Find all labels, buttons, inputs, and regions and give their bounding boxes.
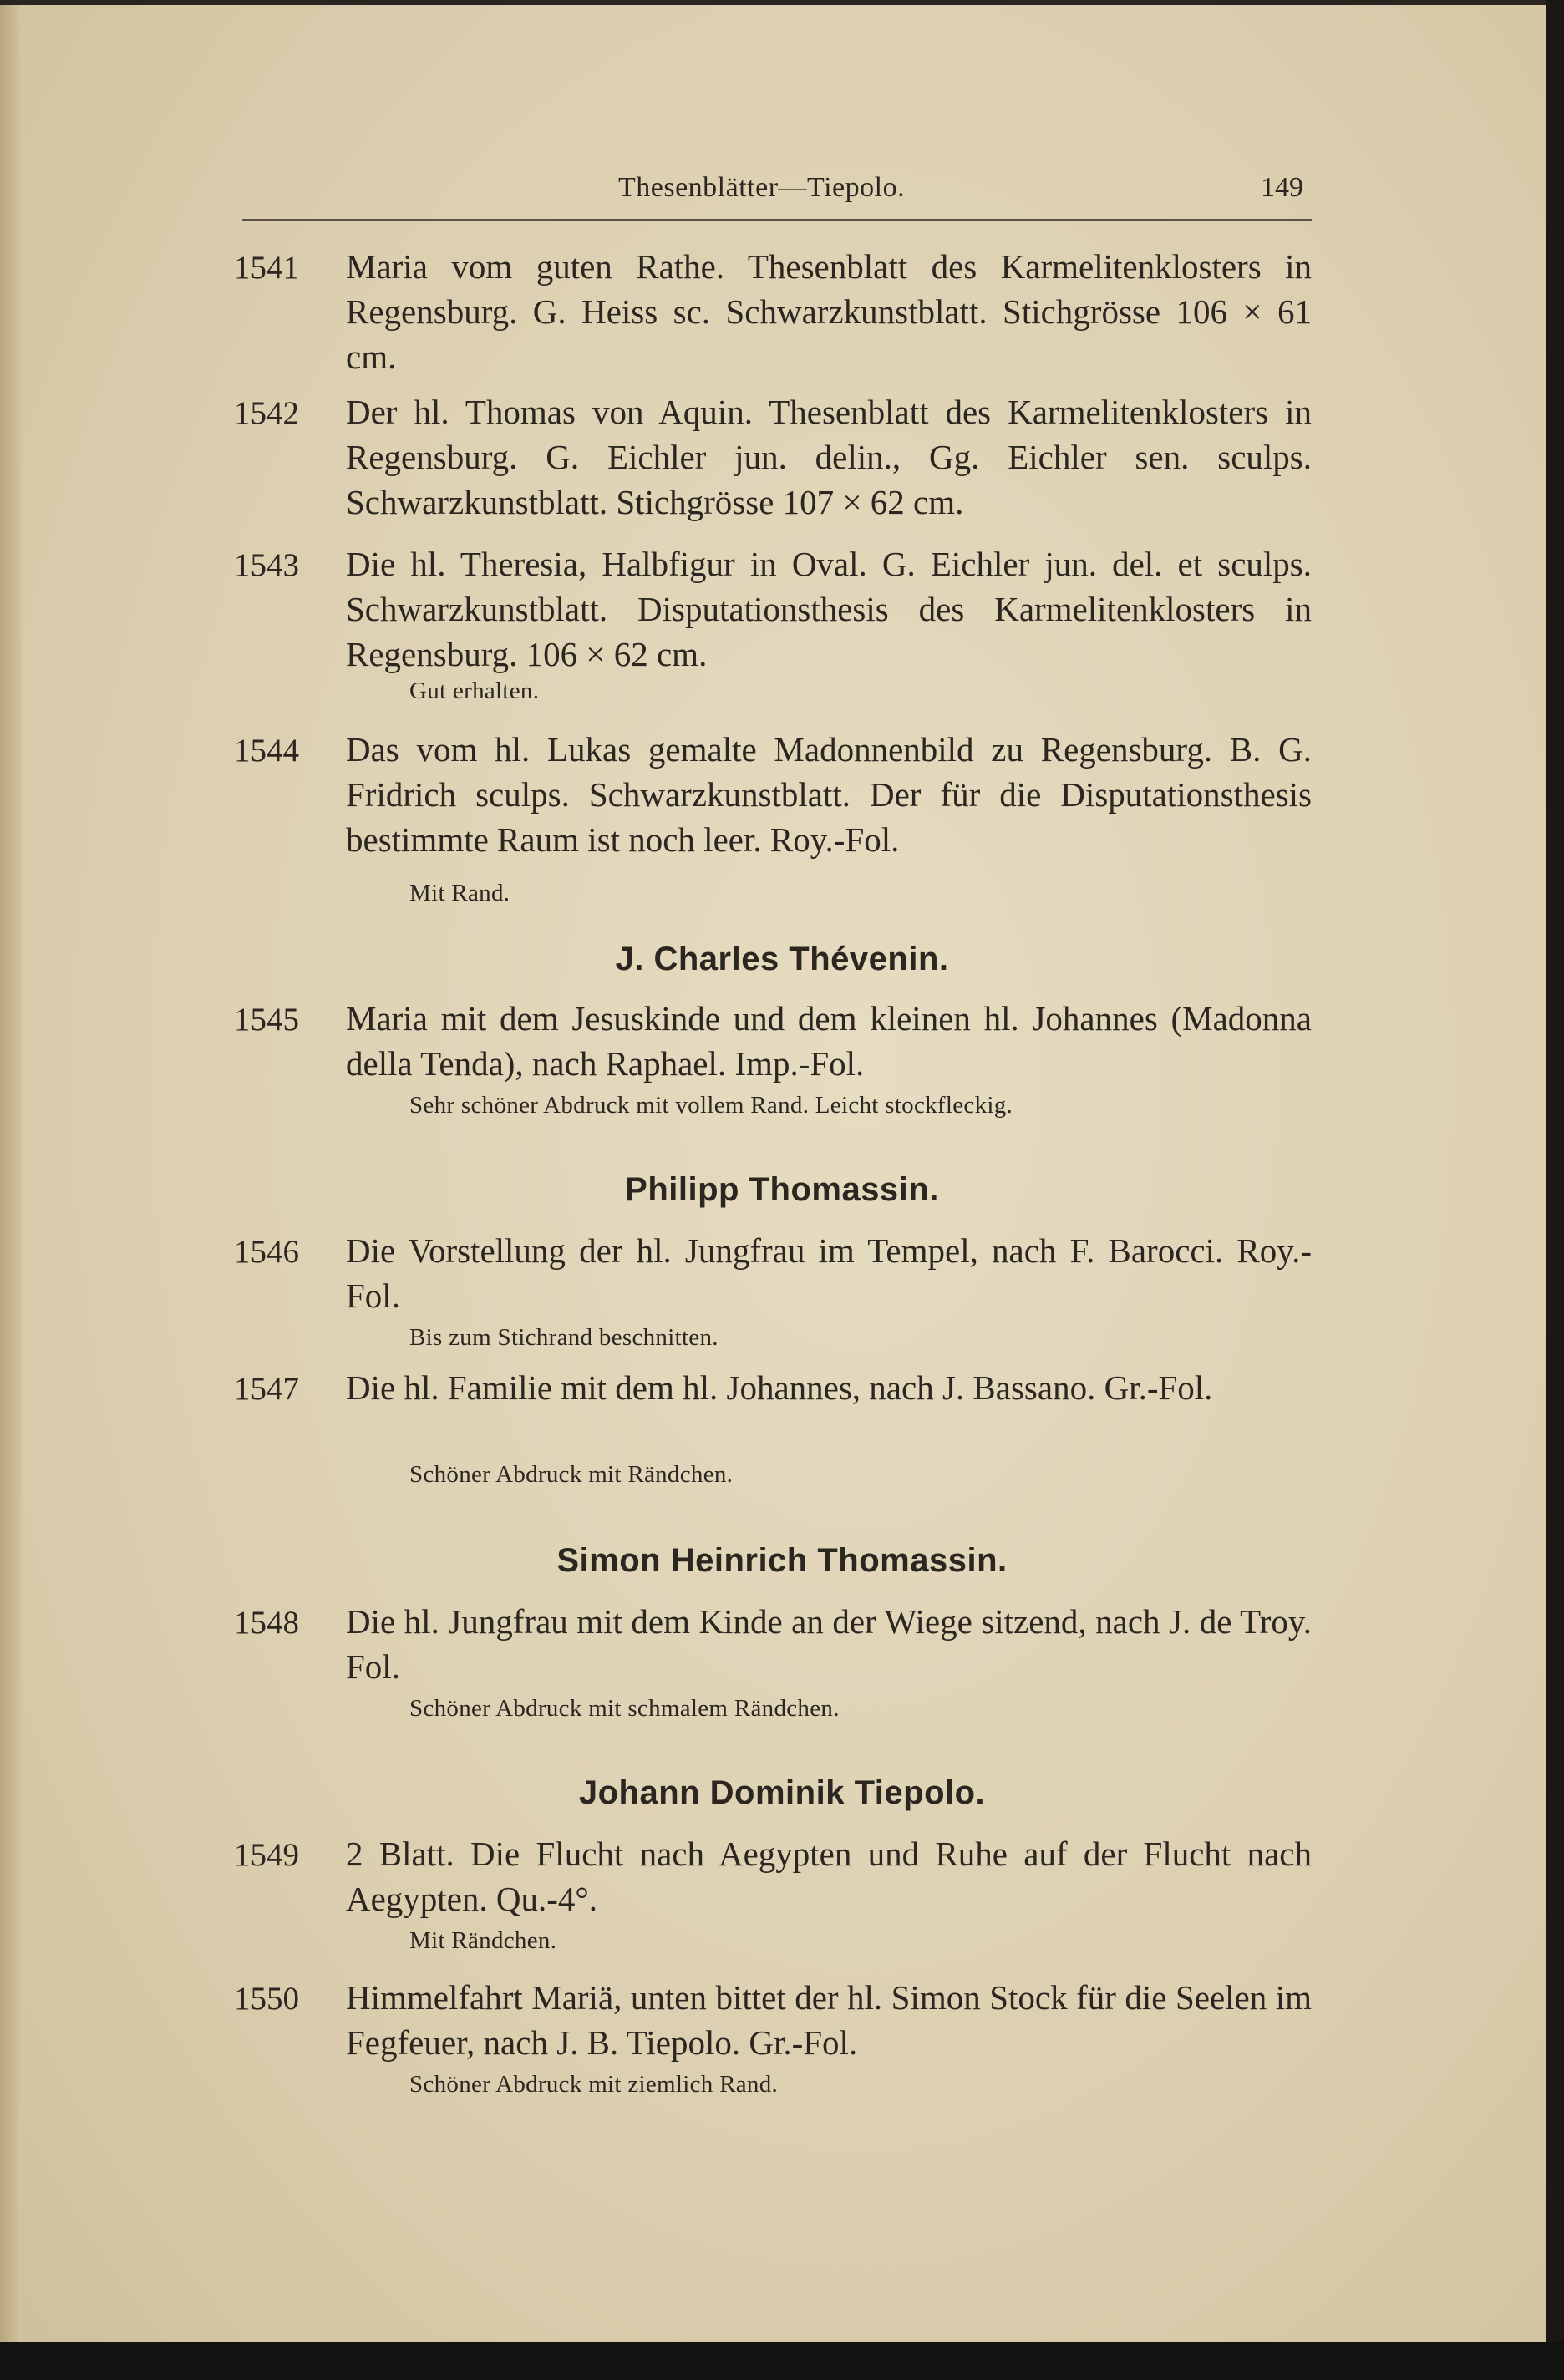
entry-number: 1550 <box>234 1981 299 2017</box>
entry-text: Himmelfahrt Mariä, unten bittet der hl. Simon Stock für die Seelen im Fegfeuer, nach J. B. Tiepolo. Gr.-Fol. <box>346 1978 1312 2062</box>
entry-number: 1543 <box>234 547 299 583</box>
entry-text: Maria mit dem Jesuskinde und dem kleinen hl. Johannes (Madonna della Tenda), nach Raphael. Imp.-Fol. <box>346 999 1312 1083</box>
entry-number: 1544 <box>234 733 299 769</box>
entry-note: Schöner Abdruck mit ziemlich Rand. <box>409 2071 779 2098</box>
entry-note: Schöner Abdruck mit Rändchen. <box>409 1461 734 1488</box>
entry-number: 1547 <box>234 1371 299 1407</box>
entry-number: 1548 <box>234 1605 299 1641</box>
entry-number: 1546 <box>234 1234 299 1270</box>
running-title: Thesenblätter—Tiepolo. <box>618 172 906 203</box>
entry-number: 1542 <box>234 395 299 431</box>
entry-text: Der hl. Thomas von Aquin. Thesenblatt des Karmelitenklosters in Regensburg. G. Eichler jun. delin., Gg. Eichler sen. sculps. Schwarzkunstblatt. Stichgrösse 107 × 62 cm. <box>346 393 1312 521</box>
entry-note: Bis zum Stichrand beschnitten. <box>409 1324 719 1351</box>
entry-note: Schöner Abdruck mit schmalem Rändchen. <box>409 1695 840 1722</box>
scan-bottom-border <box>0 2342 1564 2380</box>
artist-heading: J. Charles Thévenin. <box>615 941 949 977</box>
artist-heading: Simon Heinrich Thomassin. <box>556 1542 1008 1579</box>
entry-text: Die hl. Familie mit dem hl. Johannes, nach J. Bassano. Gr.-Fol. <box>346 1368 1213 1407</box>
entry-text: Die hl. Theresia, Halbfigur in Oval. G. Eichler jun. del. et sculps. Schwarzkunstblatt. Disputationsthesis des Karmelitenklosters in Regensburg. 106 × 62 cm. <box>346 545 1312 673</box>
entry-text: 2 Blatt. Die Flucht nach Aegypten und Ruhe auf der Flucht nach Aegypten. Qu.-4°. <box>346 1834 1312 1918</box>
scan-top-border <box>0 0 1564 5</box>
entry-number: 1549 <box>234 1837 299 1873</box>
entry-text: Maria vom guten Rathe. Thesenblatt des Karmelitenklosters in Regensburg. G. Heiss sc. Schwarzkunstblatt. Stichgrösse 106 × 61 cm. <box>346 247 1312 376</box>
entry-note: Sehr schöner Abdruck mit vollem Rand. Leicht stockfleckig. <box>409 1092 1013 1119</box>
artist-heading: Philipp Thomassin. <box>625 1171 939 1208</box>
entry-note: Gut erhalten. <box>409 677 540 704</box>
entry-note: Mit Rändchen. <box>409 1927 557 1954</box>
entry-number: 1541 <box>234 250 299 286</box>
entry-note: Mit Rand. <box>409 880 510 906</box>
entry-number: 1545 <box>234 1002 299 1038</box>
page-number: 149 <box>1261 172 1303 203</box>
entry-text: Die Vorstellung der hl. Jungfrau im Tempel, nach F. Barocci. Roy.-Fol. <box>346 1231 1312 1315</box>
page-header <box>242 164 1312 221</box>
entry-text: Das vom hl. Lukas gemalte Madonnenbild zu Regensburg. B. G. Fridrich sculps. Schwarzkunstblatt. Der für die Disputationsthesis bestimmte Raum ist noch leer. Roy.-Fol. <box>346 730 1312 859</box>
entry-text: Die hl. Jungfrau mit dem Kinde an der Wiege sitzend, nach J. de Troy. Fol. <box>346 1602 1312 1686</box>
artist-heading: Johann Dominik Tiepolo. <box>578 1774 986 1811</box>
